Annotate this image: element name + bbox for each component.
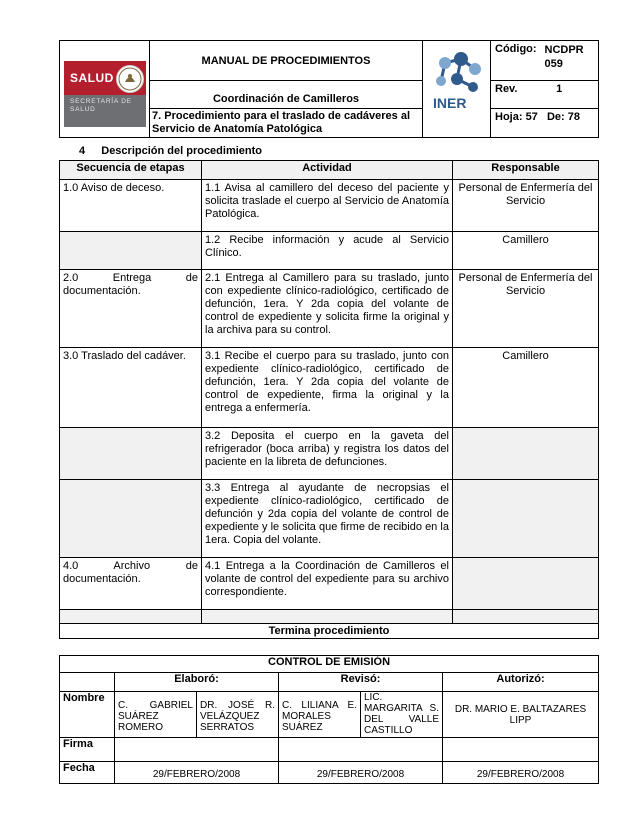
page-cell: [491, 109, 599, 138]
activity-cell: 1.2 Recibe información y acude al Servicio Clínico.: [202, 232, 453, 270]
table-row: [60, 558, 599, 610]
table-row: [60, 610, 599, 624]
table-row: [60, 348, 599, 428]
code-cell: [491, 41, 599, 81]
activity-cell: 2.1 Entrega al Camillero para su traslado, junto con expediente clínico-radiológico, certificado de defunción, 1era. Y 2da copia del volante de control de expediente y solicita firme la original y la archiva para su control.: [202, 270, 453, 348]
responsible-cell: [453, 428, 599, 480]
iner-logo-word: INER: [433, 95, 467, 111]
stage-cell: [60, 480, 202, 558]
table-row: [60, 270, 599, 348]
total-pages-value: 78: [567, 111, 581, 123]
code-value: NCDPR 059: [544, 44, 584, 70]
stage-cell: 3.0 Traslado del cadáver.: [60, 348, 202, 428]
end-procedure-text: Termina procedimiento: [60, 624, 599, 639]
iner-logo-cell: [423, 41, 491, 138]
corner-cell: [60, 673, 115, 692]
table-row: [60, 480, 599, 558]
responsible-cell: Camillero: [453, 232, 599, 270]
activity-cell: 3.1 Recibe el cuerpo para su traslado, junto con expediente clínico-radiológico, certificado de defunción, 1era. Y 2da copia del volante de control de expediente, firma la original y la entrega a enfermería.: [202, 348, 453, 428]
table-row: [60, 232, 599, 270]
spacer-cell: [202, 610, 453, 624]
iner-molecule-icon: [427, 49, 487, 99]
section-title-text: Descripción del procedimiento: [101, 145, 263, 157]
stage-cell: 1.0 Aviso de deceso.: [60, 180, 202, 232]
signature-reviso: [279, 738, 443, 762]
name-reviso-2: LIC. MARGARITA S. DEL VALLE CASTILLO: [361, 692, 443, 738]
table-row: [60, 428, 599, 480]
activity-cell: 1.1 Avisa al camillero del deceso del paciente y solicita traslade el cuerpo al Servicio de Anatomía Patológica.: [202, 180, 453, 232]
activity-cell: 3.2 Deposita el cuerpo en la gaveta del refrigerador (boca arriba) y registra los datos del paciente en la libreta de defunciones.: [202, 428, 453, 480]
column-header-activity: Actividad: [202, 161, 453, 180]
column-header-responsible: Responsable: [453, 161, 599, 180]
table-row: [60, 180, 599, 232]
code-label: Código:: [495, 43, 537, 55]
salud-logo-word: SALUD: [70, 71, 114, 85]
row-label-firma: Firma: [60, 738, 115, 762]
stage-cell: [60, 428, 202, 480]
name-elaboro-2: DR. JOSÉ R. VELÁZQUEZ SERRATOS: [197, 692, 279, 738]
responsible-cell: Personal de Enfermería del Servicio: [453, 180, 599, 232]
responsible-cell: [453, 558, 599, 610]
document-header: [59, 40, 599, 138]
responsible-cell: Camillero: [453, 348, 599, 428]
col-header-autorizo: Autorizó:: [443, 673, 599, 692]
rev-value: 1: [556, 83, 563, 95]
rev-label: Rev.: [495, 83, 518, 95]
spacer-cell: [60, 610, 202, 624]
section-title: [79, 145, 262, 157]
responsible-cell: [453, 480, 599, 558]
total-pages-label: De:: [546, 111, 565, 123]
activity-cell: 3.3 Entrega al ayudante de necropsias el expediente clínico-radiológico, certificado de defunción y 2da copia del volante de control de expediente y le solicita que firme de recibido en la 1era. Copia del volante.: [202, 480, 453, 558]
section-number: 4: [79, 145, 86, 157]
col-header-elaboro: Elaboró:: [115, 673, 279, 692]
row-label-fecha: Fecha: [60, 762, 115, 784]
activity-cell: 4.1 Entrega a la Coordinación de Camilleros el volante de control del expediente para su archivo correspondiente.: [202, 558, 453, 610]
stage-cell: [60, 232, 202, 270]
column-header-stage: Secuencia de etapas: [60, 161, 202, 180]
date-autorizo: 29/FEBRERO/2008: [443, 762, 599, 784]
end-row: [60, 624, 599, 639]
page-value: 57: [525, 111, 538, 123]
salud-logo-subtitle: SECRETARÍA DE SALUD: [70, 98, 132, 113]
name-autorizo: DR. MARIO E. BALTAZARES LIPP: [443, 692, 599, 738]
emission-control-title: CONTROL DE EMISIÓN: [60, 656, 599, 673]
stage-cell: 2.0 Entrega de documentación.: [60, 270, 202, 348]
procedure-table: [59, 160, 599, 639]
spacer-cell: [453, 610, 599, 624]
date-reviso: 29/FEBRERO/2008: [279, 762, 443, 784]
procedure-title: 7. Procedimiento para el traslado de cadáveres al Servicio de Anatomía Patológica: [150, 109, 423, 138]
salud-logo: [64, 61, 146, 127]
signature-autorizo: [443, 738, 599, 762]
col-header-reviso: Revisó:: [279, 673, 443, 692]
row-label-nombre: Nombre: [60, 692, 115, 738]
page-label: Hoja:: [495, 111, 523, 123]
name-elaboro: C. GABRIEL SUÁREZ ROMERO: [115, 692, 197, 738]
salud-logo-cell: [60, 41, 150, 138]
signature-elaboro: [115, 738, 279, 762]
mexico-seal-icon: [116, 65, 144, 93]
department-name: Coordinación de Camilleros: [150, 81, 423, 109]
emission-control-table: [59, 655, 599, 784]
iner-logo: [427, 49, 485, 127]
stage-cell: 4.0 Archivo de documentación.: [60, 558, 202, 610]
manual-title: MANUAL DE PROCEDIMIENTOS: [150, 41, 423, 81]
name-reviso: C. LILIANA E. MORALES SUÁREZ: [279, 692, 361, 738]
responsible-cell: Personal de Enfermería del Servicio: [453, 270, 599, 348]
rev-cell: [491, 81, 599, 109]
date-elaboro: 29/FEBRERO/2008: [115, 762, 279, 784]
